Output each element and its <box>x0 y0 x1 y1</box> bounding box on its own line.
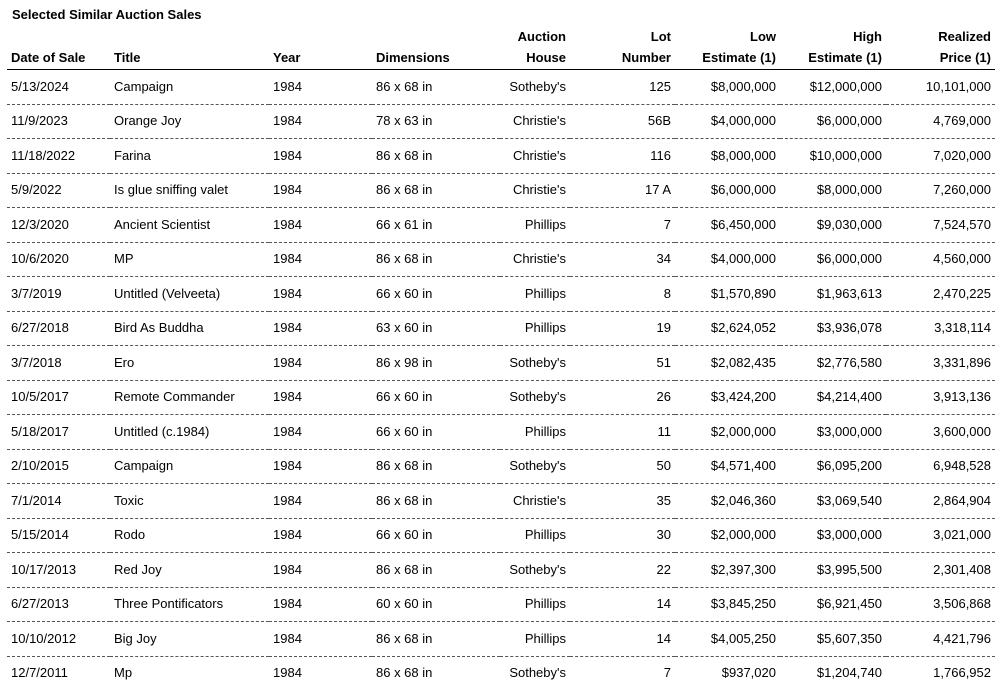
cell-high-estimate: $6,921,450 <box>780 587 886 622</box>
cell-title: Bird As Buddha <box>110 311 269 346</box>
cell-year: 1984 <box>269 139 372 174</box>
cell-realized-price: 3,600,000 <box>886 415 995 450</box>
cell-low-estimate: $2,624,052 <box>675 311 780 346</box>
cell-high-estimate: $8,000,000 <box>780 173 886 208</box>
column-header-realized-price: Realized Price (1) <box>886 26 995 70</box>
cell-auction-house: Phillips <box>500 415 570 450</box>
cell-low-estimate: $6,000,000 <box>675 173 780 208</box>
cell-auction-house: Christie's <box>500 139 570 174</box>
cell-realized-price: 3,331,896 <box>886 346 995 381</box>
table-row <box>7 208 995 243</box>
cell-year: 1984 <box>269 518 372 553</box>
cell-year: 1984 <box>269 587 372 622</box>
cell-date-of-sale: 12/3/2020 <box>7 208 110 243</box>
cell-dimensions: 86 x 68 in <box>372 173 500 208</box>
cell-lot-number: 35 <box>570 484 675 519</box>
cell-high-estimate: $6,000,000 <box>780 242 886 277</box>
cell-high-estimate: $12,000,000 <box>780 70 886 105</box>
cell-high-estimate: $3,995,500 <box>780 553 886 588</box>
cell-title: Is glue sniffing valet <box>110 173 269 208</box>
cell-year: 1984 <box>269 208 372 243</box>
cell-high-estimate: $2,776,580 <box>780 346 886 381</box>
cell-high-estimate: $3,936,078 <box>780 311 886 346</box>
cell-high-estimate: $3,000,000 <box>780 518 886 553</box>
cell-auction-house: Phillips <box>500 587 570 622</box>
cell-lot-number: 50 <box>570 449 675 484</box>
cell-low-estimate: $6,450,000 <box>675 208 780 243</box>
cell-low-estimate: $4,571,400 <box>675 449 780 484</box>
cell-realized-price: 3,913,136 <box>886 380 995 415</box>
cell-high-estimate: $6,000,000 <box>780 104 886 139</box>
cell-title: Red Joy <box>110 553 269 588</box>
cell-date-of-sale: 10/6/2020 <box>7 242 110 277</box>
table-row <box>7 346 995 381</box>
cell-auction-house: Sotheby's <box>509 665 566 681</box>
cell-lot-number: 26 <box>570 380 675 415</box>
table-row <box>7 587 995 622</box>
cell-high-estimate: $9,030,000 <box>780 208 886 243</box>
cell-high-estimate: $5,607,350 <box>780 622 886 657</box>
cell-lot-number: 11 <box>570 415 675 450</box>
cell-auction-house: Christie's <box>500 104 570 139</box>
cell-high-estimate: $3,069,540 <box>780 484 886 519</box>
cell-lot-number: 7 <box>663 665 671 681</box>
cell-auction-house: Phillips <box>500 277 570 312</box>
cell-title: Three Pontificators <box>110 587 269 622</box>
cell-date-of-sale: 5/9/2022 <box>7 173 110 208</box>
table-row <box>7 553 995 588</box>
cell-year: 1984 <box>269 484 372 519</box>
cell-title: Mp <box>114 665 133 681</box>
cell-date-of-sale: 5/15/2014 <box>7 518 110 553</box>
cell-dimensions: 66 x 60 in <box>372 277 500 312</box>
cell-low-estimate: $4,000,000 <box>675 242 780 277</box>
cell-low-estimate: $2,397,300 <box>675 553 780 588</box>
cell-realized-price: 3,021,000 <box>886 518 995 553</box>
cell-lot-number: 17 A <box>570 173 675 208</box>
cell-date-of-sale: 7/1/2014 <box>7 484 110 519</box>
cell-low-estimate: $8,000,000 <box>675 70 780 105</box>
cell-dimensions: 86 x 68 in <box>372 553 500 588</box>
cell-low-estimate: $4,000,000 <box>675 104 780 139</box>
cell-title: Farina <box>110 139 269 174</box>
cell-lot-number: 14 <box>570 622 675 657</box>
cell-year: 1984 <box>269 311 372 346</box>
cell-auction-house: Sotheby's <box>500 449 570 484</box>
cell-dimensions: 86 x 68 in <box>376 665 433 681</box>
cell-realized-price: 2,470,225 <box>886 277 995 312</box>
cell-realized-price: 6,948,528 <box>886 449 995 484</box>
table-row <box>7 139 995 174</box>
cell-realized-price: 4,769,000 <box>886 104 995 139</box>
cell-year: 1984 <box>269 242 372 277</box>
cell-dimensions: 63 x 60 in <box>372 311 500 346</box>
column-header-auction-house: Auction House <box>500 26 570 70</box>
header-row <box>7 26 995 70</box>
cell-realized-price: 10,101,000 <box>886 70 995 105</box>
cell-realized-price: 3,318,114 <box>886 311 995 346</box>
cell-dimensions: 66 x 61 in <box>372 208 500 243</box>
cell-title: Big Joy <box>110 622 269 657</box>
cell-year: 1984 <box>269 104 372 139</box>
cell-lot-number: 30 <box>570 518 675 553</box>
cell-year: 1984 <box>269 553 372 588</box>
cell-dimensions: 86 x 68 in <box>372 242 500 277</box>
cell-title: MP <box>110 242 269 277</box>
cell-low-estimate: $2,000,000 <box>675 415 780 450</box>
cell-date-of-sale: 5/18/2017 <box>7 415 110 450</box>
cell-date-of-sale: 5/13/2024 <box>7 70 110 105</box>
cell-auction-house: Phillips <box>500 208 570 243</box>
cell-high-estimate: $4,214,400 <box>780 380 886 415</box>
cell-lot-number: 51 <box>570 346 675 381</box>
cell-high-estimate: $10,000,000 <box>780 139 886 174</box>
cell-year: 1984 <box>269 277 372 312</box>
cell-year: 1984 <box>269 415 372 450</box>
cell-dimensions: 86 x 68 in <box>372 449 500 484</box>
cell-realized-price: 7,260,000 <box>886 173 995 208</box>
cell-high-estimate: $1,204,740 <box>816 665 882 681</box>
cell-low-estimate: $2,046,360 <box>675 484 780 519</box>
cell-lot-number: 14 <box>570 587 675 622</box>
column-header-dimensions: Dimensions <box>372 26 500 70</box>
cell-date-of-sale: 10/5/2017 <box>7 380 110 415</box>
cell-auction-house: Sotheby's <box>500 380 570 415</box>
cell-dimensions: 86 x 68 in <box>372 70 500 105</box>
cell-low-estimate: $3,845,250 <box>675 587 780 622</box>
cell-lot-number: 7 <box>570 208 675 243</box>
table-row <box>7 173 995 208</box>
table-row <box>7 449 995 484</box>
cell-auction-house: Phillips <box>500 518 570 553</box>
cell-high-estimate: $3,000,000 <box>780 415 886 450</box>
cell-low-estimate: $4,005,250 <box>675 622 780 657</box>
cell-high-estimate: $1,963,613 <box>780 277 886 312</box>
cell-title: Untitled (c.1984) <box>110 415 269 450</box>
column-header-high-estimate: High Estimate (1) <box>780 26 886 70</box>
cell-dimensions: 86 x 98 in <box>372 346 500 381</box>
cell-lot-number: 125 <box>570 70 675 105</box>
cell-year: 1984 <box>269 622 372 657</box>
cell-realized-price: 7,524,570 <box>886 208 995 243</box>
cell-auction-house: Sotheby's <box>500 553 570 588</box>
cell-low-estimate: $8,000,000 <box>675 139 780 174</box>
cell-title: Remote Commander <box>110 380 269 415</box>
cell-realized-price: 7,020,000 <box>886 139 995 174</box>
cell-lot-number: 56B <box>570 104 675 139</box>
table-row <box>7 622 995 657</box>
cell-year: 1984 <box>269 70 372 105</box>
cell-auction-house: Phillips <box>500 622 570 657</box>
cell-auction-house: Christie's <box>500 242 570 277</box>
table-row <box>7 242 995 277</box>
cell-realized-price: 2,301,408 <box>886 553 995 588</box>
cell-auction-house: Sotheby's <box>500 346 570 381</box>
cell-date-of-sale: 6/27/2013 <box>7 587 110 622</box>
cell-lot-number: 34 <box>570 242 675 277</box>
cell-year: 1984 <box>269 346 372 381</box>
table-row <box>7 104 995 139</box>
cell-realized-price: 3,506,868 <box>886 587 995 622</box>
cell-lot-number: 8 <box>570 277 675 312</box>
cell-low-estimate: $937,020 <box>721 665 776 681</box>
cell-date-of-sale: 3/7/2019 <box>7 277 110 312</box>
cell-date-of-sale: 11/18/2022 <box>7 139 110 174</box>
cell-realized-price: 4,560,000 <box>886 242 995 277</box>
cell-dimensions: 60 x 60 in <box>372 587 500 622</box>
cell-title: Orange Joy <box>110 104 269 139</box>
cell-dimensions: 66 x 60 in <box>372 518 500 553</box>
cell-high-estimate: $6,095,200 <box>780 449 886 484</box>
cell-auction-house: Sotheby's <box>500 70 570 105</box>
cell-lot-number: 19 <box>570 311 675 346</box>
column-header-date: Date of Sale <box>7 26 110 70</box>
cell-year: 1984 <box>269 449 372 484</box>
cell-low-estimate: $2,082,435 <box>675 346 780 381</box>
cell-title: Toxic <box>110 484 269 519</box>
cell-title: Campaign <box>110 449 269 484</box>
column-header-year: Year <box>269 26 372 70</box>
cell-auction-house: Christie's <box>500 173 570 208</box>
cell-year: 1984 <box>273 665 302 681</box>
cell-dimensions: 86 x 68 in <box>372 139 500 174</box>
cell-title: Ancient Scientist <box>110 208 269 243</box>
table-row <box>7 380 995 415</box>
table-row <box>7 311 995 346</box>
cell-dimensions: 66 x 60 in <box>372 415 500 450</box>
column-header-low-estimate: Low Estimate (1) <box>675 26 780 70</box>
cell-low-estimate: $3,424,200 <box>675 380 780 415</box>
cell-title: Campaign <box>110 70 269 105</box>
table-row <box>7 484 995 519</box>
cell-year: 1984 <box>269 173 372 208</box>
cell-title: Untitled (Velveeta) <box>110 277 269 312</box>
cell-auction-house: Phillips <box>500 311 570 346</box>
cell-lot-number: 116 <box>570 139 675 174</box>
cell-realized-price: 1,766,952 <box>933 665 991 681</box>
cell-date-of-sale: 11/9/2023 <box>7 104 110 139</box>
cell-date-of-sale: 12/7/2011 <box>11 665 68 681</box>
cell-title: Rodo <box>110 518 269 553</box>
table-title: Selected Similar Auction Sales <box>12 7 202 22</box>
cell-dimensions: 66 x 60 in <box>372 380 500 415</box>
cell-realized-price: 4,421,796 <box>886 622 995 657</box>
cell-lot-number: 22 <box>570 553 675 588</box>
table-row <box>7 70 995 105</box>
table-row <box>7 518 995 553</box>
table-row <box>7 415 995 450</box>
cell-date-of-sale: 10/17/2013 <box>7 553 110 588</box>
cell-date-of-sale: 10/10/2012 <box>7 622 110 657</box>
cell-dimensions: 86 x 68 in <box>372 484 500 519</box>
cell-date-of-sale: 6/27/2018 <box>7 311 110 346</box>
cell-dimensions: 78 x 63 in <box>372 104 500 139</box>
cell-realized-price: 2,864,904 <box>886 484 995 519</box>
column-header-title: Title <box>110 26 269 70</box>
cell-low-estimate: $1,570,890 <box>675 277 780 312</box>
table-row <box>7 277 995 312</box>
column-header-lot-number: Lot Number <box>570 26 675 70</box>
cell-dimensions: 86 x 68 in <box>372 622 500 657</box>
cell-auction-house: Christie's <box>500 484 570 519</box>
cell-title: Ero <box>110 346 269 381</box>
cell-date-of-sale: 2/10/2015 <box>7 449 110 484</box>
cell-year: 1984 <box>269 380 372 415</box>
cell-date-of-sale: 3/7/2018 <box>7 346 110 381</box>
auction-sales-table <box>7 26 995 690</box>
cell-low-estimate: $2,000,000 <box>675 518 780 553</box>
